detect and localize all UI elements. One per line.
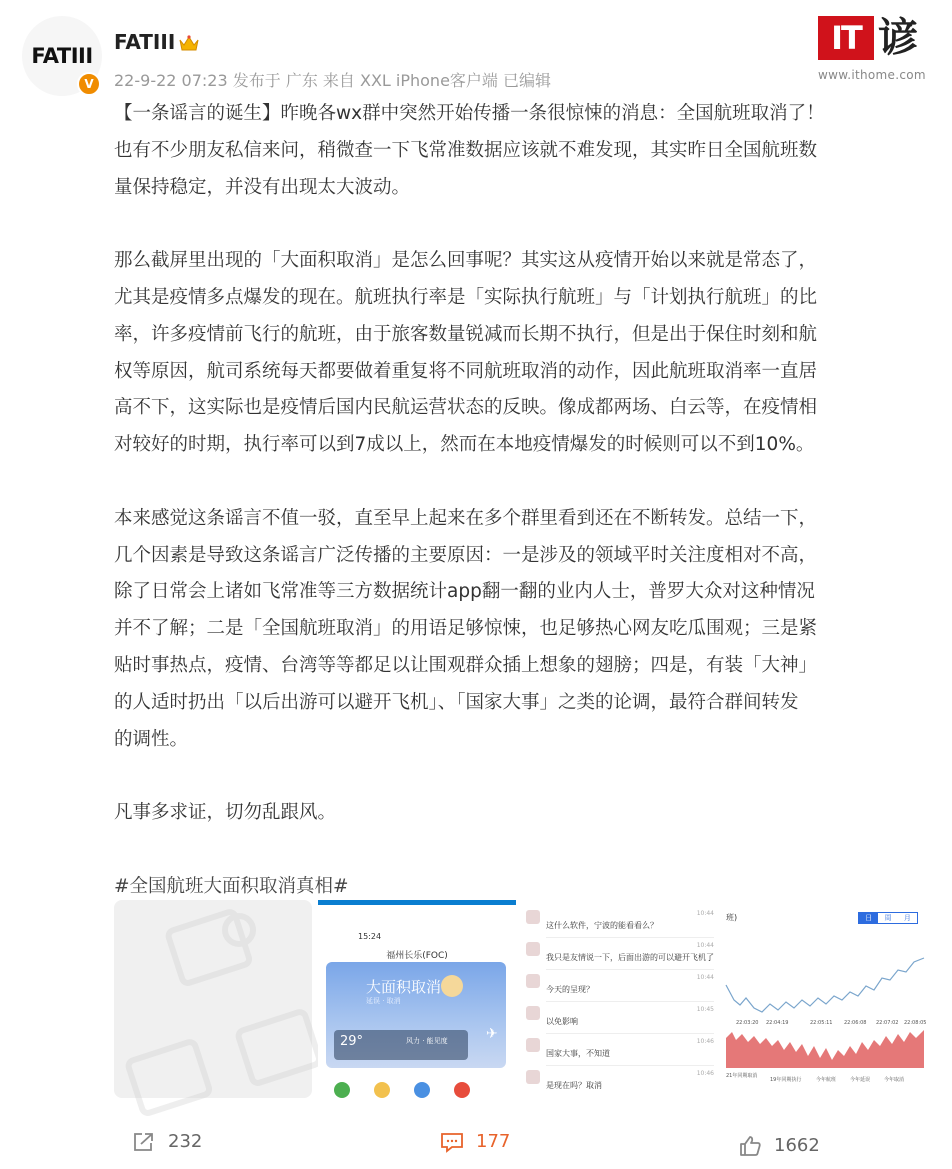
chat-avatar: [526, 942, 540, 956]
it-logo-char: 谚: [878, 15, 918, 61]
chat-text: 以免影响: [546, 1017, 578, 1026]
line: 率，许多疫情前飞行的航班，由于旅客数量锐减而长期不执行，但是出于保住时刻和航: [114, 323, 818, 345]
chat-time: 10:46: [696, 1070, 714, 1077]
paragraph-3: [114, 501, 914, 759]
chart-label: 班): [726, 913, 738, 922]
chat-message: [524, 910, 714, 938]
user-name[interactable]: FATIII: [114, 30, 176, 54]
line: 凡事多求证，切勿乱跟风。: [114, 802, 337, 824]
like-count: 1662: [774, 1135, 820, 1156]
image-thumbnail-3[interactable]: [522, 900, 720, 1098]
comment-count: 177: [476, 1131, 511, 1152]
chat-time: 10:44: [696, 974, 714, 981]
paragraph-2: [114, 243, 914, 464]
post-meta: 22-9-22 07:23 发布于 广东 来自 XXL iPhone客户端 已编辑: [114, 71, 552, 90]
share-count: 232: [168, 1131, 203, 1152]
x-tick: 22:03:20: [736, 1020, 759, 1026]
app-icon: [334, 1082, 350, 1098]
x-tick: 22:08:05: [904, 1020, 927, 1026]
paragraph-4: [114, 795, 914, 832]
app-icon: [454, 1082, 470, 1098]
share-button[interactable]: [132, 1118, 202, 1165]
chat-message: [524, 1038, 714, 1066]
chat-avatar: [526, 974, 540, 988]
chat-time: 10:44: [696, 942, 714, 949]
sun-icon: [441, 975, 463, 997]
x-tick: 22:07:02: [876, 1020, 899, 1026]
app-icon: [374, 1082, 390, 1098]
ithome-logo: [818, 14, 938, 64]
line: 除了日常会上诸如飞常准等三方数据统计app翻一翻的业内人士，普罗大众对这种情况: [114, 581, 815, 603]
like-button[interactable]: [738, 1122, 820, 1169]
hashtag-link[interactable]: #全国航班大面积取消真相#: [114, 875, 349, 897]
tab-week: 周: [884, 914, 892, 922]
line: 并不了解；二是「全国航班取消」的用语足够惊悚，也足够热心网友吃瓜围观；三是紧: [114, 618, 818, 640]
app-icon: [414, 1082, 430, 1098]
chat-time: 10:45: [696, 1006, 714, 1013]
image-thumbnail-4[interactable]: [726, 900, 927, 1098]
line: 本来感觉这条谣言不值一驳，直至早上起来在多个群里看到还在不断转发。总结一下，: [114, 507, 818, 529]
chat-message: [524, 942, 714, 970]
executed-line: [726, 958, 924, 1012]
line: 那么截屏里出现的「大面积取消」是怎么回事呢？其实这从疫情开始以来就是常态了，: [114, 250, 818, 272]
chat-text: 我只是友情说一下，后面出游的可以避开飞机了: [546, 953, 714, 962]
thumbs-up-icon: [738, 1134, 762, 1158]
app-icon-row: [318, 1082, 516, 1098]
chat-message: [524, 1006, 714, 1034]
line: 贴时事热点，疫情、台湾等等都足以让围观群众插上想象的翅膀；四是，有装「大神」: [114, 654, 818, 676]
crown-icon: [178, 34, 200, 52]
chat-avatar: [526, 1070, 540, 1084]
app-top-bar: [318, 900, 516, 905]
x-tick: 22:06:08: [844, 1020, 867, 1026]
status-time: 15:24: [358, 932, 382, 941]
image-placeholder-icon: [114, 900, 312, 1098]
line: 权等原因，航司系统每天都要做着重复将不同航班取消的动作，因此航班取消率一直居: [114, 360, 818, 382]
avatar-text: FATIII: [31, 44, 93, 68]
image-thumbnail-2[interactable]: [318, 900, 516, 1098]
line: 高不下，这实际也是疫情后国内民航运营状态的反映。像成都两场、白云等，在疫情相: [114, 397, 818, 419]
wind-label: 风力 · 能见度: [406, 1037, 448, 1045]
line: 也有不少朋友私信来问，稍微查一下飞常准数据应该就不难发现，其实昨日全国航班数: [114, 139, 818, 161]
weather-panel: [334, 1030, 468, 1060]
airport-title: 福州长乐(FOC): [386, 951, 448, 961]
ithome-url: www.ithome.com: [818, 68, 926, 82]
chat-text: 今天的呈现？: [546, 985, 594, 994]
x-tick: 22:04:19: [766, 1020, 789, 1026]
legend-item: 今年延误: [850, 1077, 871, 1083]
chat-time: 10:46: [696, 1038, 714, 1045]
x-tick: 22:05:11: [810, 1020, 833, 1026]
status-card: [326, 962, 506, 1068]
chat-avatar: [526, 910, 540, 924]
line: 的人适时扔出「以后出游可以避开飞机」、「国家大事」之类的论调，最符合群间转发: [114, 691, 799, 713]
image-thumbnail-1[interactable]: [114, 900, 312, 1098]
chat-avatar: [526, 1006, 540, 1020]
line: 几个因素是导致这条谣言广泛传播的主要原因：一是涉及的领域平时关注度相对不高，: [114, 544, 818, 566]
chat-text: 国家大事，不知道: [546, 1049, 610, 1058]
line: 对较好的时期，执行率可以到7成以上，然而在本地疫情爆发的时候则可以不到10%。: [114, 434, 815, 456]
flight-chart: [726, 900, 927, 1098]
status-card-sub: 延误 · 取消: [366, 997, 401, 1005]
line: 的调性。: [114, 728, 189, 750]
action-bar: [0, 1118, 952, 1165]
chart-footnote: 21年同期取消: [726, 1073, 758, 1079]
share-icon: [132, 1131, 156, 1153]
chat-avatar: [526, 1038, 540, 1052]
legend-item: 今年航班: [816, 1077, 837, 1083]
chat-text: 是现在吗？取消: [546, 1081, 602, 1090]
image-grid: [114, 900, 927, 1098]
chat-message: [524, 1070, 714, 1098]
temperature: 29°: [340, 1034, 364, 1049]
paragraph-1: [114, 96, 914, 206]
post-header: [0, 0, 952, 100]
legend-item: 19年同期执行: [770, 1077, 802, 1083]
line: 【一条谣言的诞生】昨晚各wx群中突然开始传播一条很惊悚的消息：全国航班取消了！: [114, 103, 825, 124]
chat-text: 这什么软件，宁波的能看看么？: [546, 921, 658, 930]
tab-day: 日: [859, 913, 878, 923]
chat-time: 10:44: [696, 910, 714, 917]
chat-message: [524, 974, 714, 1002]
tab-month: 月: [903, 914, 911, 922]
legend-item: 今年取消: [884, 1077, 905, 1083]
line: 尤其是疫情多点爆发的现在。航班执行率是「实际执行航班」与「计划执行航班」的比: [114, 286, 818, 308]
post-content: [114, 96, 914, 906]
cancel-area: [726, 1030, 924, 1068]
it-logo-box: IT: [818, 16, 874, 60]
comment-icon: [440, 1131, 464, 1153]
status-card-title: 大面积取消: [366, 978, 442, 996]
comment-button[interactable]: [440, 1118, 510, 1165]
verified-badge-icon: V: [77, 72, 101, 96]
line: 量保持稳定，并没有出现太大波动。: [114, 176, 411, 198]
plane-icon: ✈: [486, 1026, 498, 1042]
